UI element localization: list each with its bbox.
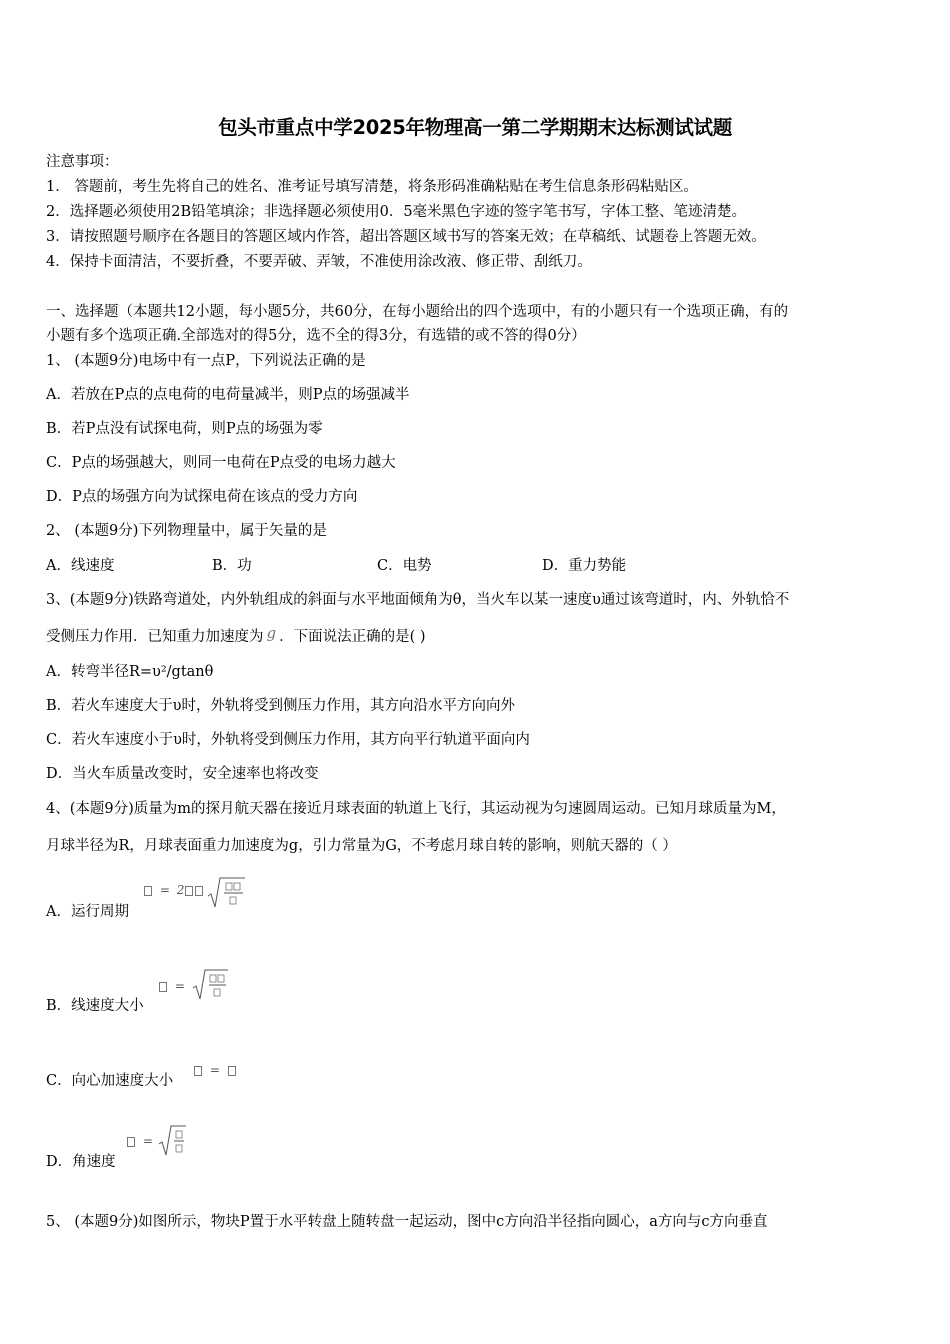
notice-item-3: 3．请按照题号顺序在各题目的答题区域内作答，超出答题区域书写的答案无效；在草稿纸、试题卷上答题无效。 <box>46 229 766 245</box>
q2-option-d: D．重力势能 <box>542 558 627 574</box>
notice-heading: 注意事项： <box>46 154 119 170</box>
formula-symbol <box>144 886 152 896</box>
formula-symbol <box>195 886 203 896</box>
formula-coefficient: 2 <box>176 883 185 897</box>
sqrt-radical-a <box>207 876 247 910</box>
q4-formula-c <box>193 1063 237 1077</box>
section-heading-line-1: 一、选择题（本题共12小题，每小题5分，共60分，在每小题给出的四个选项中，有的小题只有一个选项正确，有的 <box>46 304 789 320</box>
q2-option-a: A．线速度 <box>46 558 115 574</box>
q4-formula-a <box>143 883 204 897</box>
q1-option-c: C．P点的场强越大，则同一电荷在P点受的电场力越大 <box>46 455 396 471</box>
q3-option-a: A．转弯半径R=υ²/gtanθ <box>46 664 214 680</box>
sqrt-radical-d <box>158 1124 188 1158</box>
q5-stem: 5、 (本题9分)如图所示，物块P置于水平转盘上随转盘一起运动，图中c方向沿半径指向圆心，a方向与c方向垂直 <box>46 1214 768 1230</box>
q4-option-c: C．向心加速度大小 <box>46 1073 174 1089</box>
notice-item-4: 4．保持卡面清洁，不要折叠，不要弄破、弄皱，不准使用涂改液、修正带、刮纸刀。 <box>46 254 592 270</box>
notice-item-1: 1． 答题前，考生先将自己的姓名、准考证号填写清楚，将条形码准确粘贴在考生信息条形码粘贴区。 <box>46 179 698 195</box>
q4-formula-b <box>158 979 188 993</box>
q1-option-b: B．若P点没有试探电荷，则P点的场强为零 <box>46 421 323 437</box>
q2-option-c: C．电势 <box>377 558 432 574</box>
q4-stem-line-2: 月球半径为R，月球表面重力加速度为g，引力常量为G，不考虑月球自转的影响，则航天器的（ ） <box>46 838 677 854</box>
formula-symbol <box>159 982 167 992</box>
q1-stem: 1、 (本题9分)电场中有一点P，下列说法正确的是 <box>46 353 366 369</box>
equals-sign: = <box>142 1134 153 1148</box>
q4-stem-line-1: 4、(本题9分)质量为m的探月航天器在接近月球表面的轨道上飞行，其运动视为匀速圆周运动。已知月球质量为M， <box>46 801 786 817</box>
formula-symbol <box>127 1137 135 1147</box>
equals-sign: = <box>159 883 170 897</box>
q2-stem: 2、 (本题9分)下列物理量中，属于矢量的是 <box>46 523 327 539</box>
q3-option-c: C．若火车速度小于υ时，外轨将受到侧压力作用，其方向平行轨道平面向内 <box>46 732 530 748</box>
q1-option-a: A．若放在P点的点电荷的电荷量减半，则P点的场强减半 <box>46 387 410 403</box>
q2-option-b: B．功 <box>212 558 252 574</box>
q4-option-a: A．运行周期 <box>46 904 129 920</box>
q3-stem-line-1: 3、(本题9分)铁路弯道处，内外轨组成的斜面与水平地面倾角为θ，当火车以某一速度υ通过该弯道时，内、外轨恰不 <box>46 592 790 608</box>
equals-sign: = <box>174 979 185 993</box>
q3-stem-line-2 <box>46 626 906 647</box>
q3-stem-part-a: 受侧压力作用．已知重力加速度为 <box>46 629 264 645</box>
q4-option-d: D．角速度 <box>46 1154 116 1170</box>
formula-symbol <box>228 1066 236 1076</box>
gravity-symbol: g <box>266 624 277 642</box>
notice-item-2: 2．选择题必须使用2B铅笔填涂；非选择题必须使用0．5毫米黑色字迹的签字笔书写，字体工整、笔迹清楚。 <box>46 204 747 220</box>
q3-stem-part-b: ．下面说法正确的是( ) <box>279 629 426 645</box>
q4-option-b: B．线速度大小 <box>46 998 144 1014</box>
sqrt-radical-b <box>192 968 230 1002</box>
formula-symbol <box>185 886 193 896</box>
q4-formula-d <box>126 1134 156 1148</box>
equals-sign: = <box>209 1063 220 1077</box>
q3-option-d: D．当火车质量改变时，安全速率也将改变 <box>46 766 319 782</box>
q1-option-d: D．P点的场强方向为试探电荷在该点的受力方向 <box>46 489 358 505</box>
document-title: 包头市重点中学2025年物理高一第二学期期末达标测试试题 <box>218 116 732 139</box>
formula-symbol <box>194 1066 202 1076</box>
section-heading-line-2: 小题有多个选项正确.全部选对的得5分，选不全的得3分，有选错的或不答的得0分） <box>46 328 586 344</box>
q3-option-b: B．若火车速度大于υ时，外轨将受到侧压力作用，其方向沿水平方向向外 <box>46 698 515 714</box>
